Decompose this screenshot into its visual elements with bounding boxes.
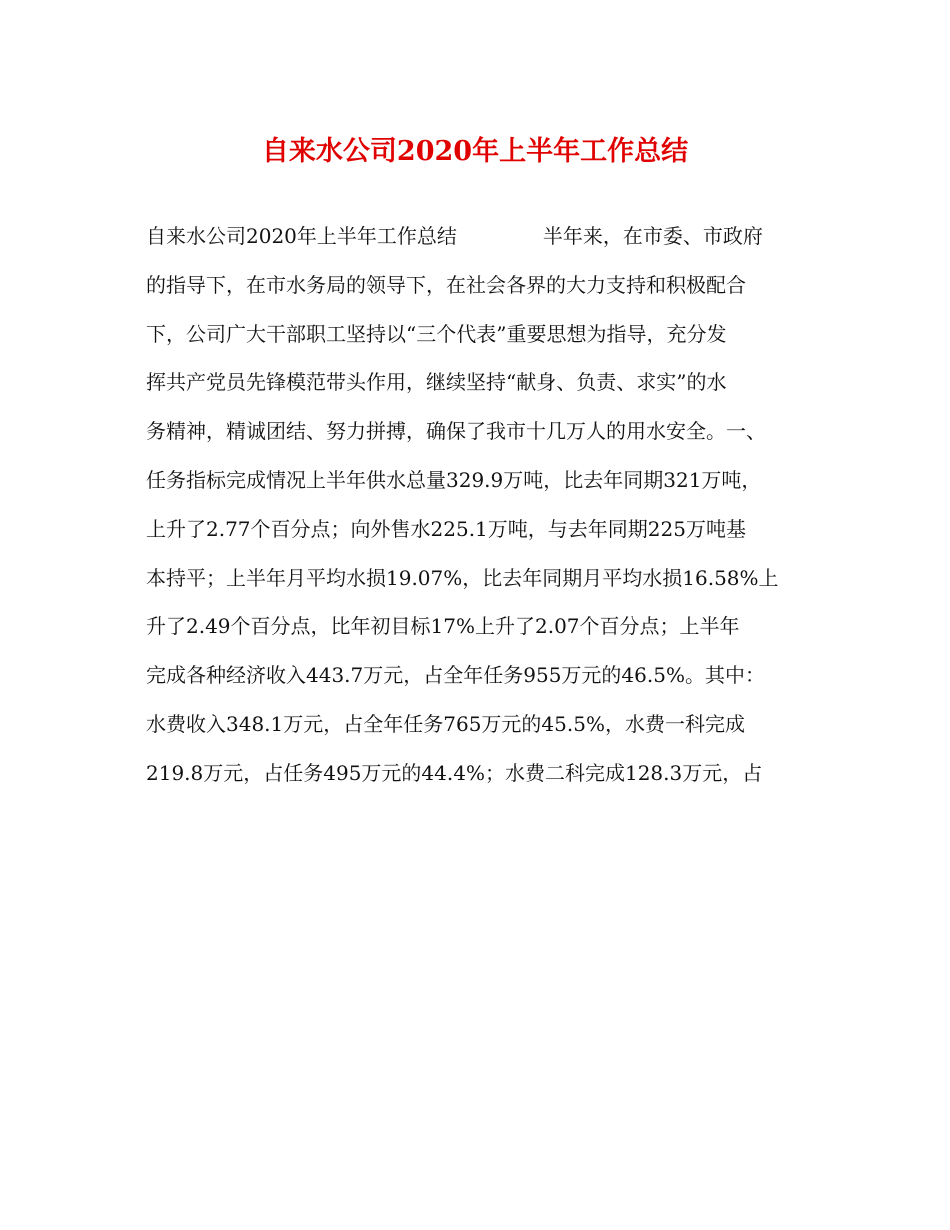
paragraph-line: 本持平；上半年月平均水损19.07%，比去年同期月平均水损16.58%上	[146, 565, 779, 590]
inline-heading: 自来水公司2020年上半年工作总结	[146, 224, 457, 248]
paragraph-line: 的指导下，在市水务局的领导下，在社会各界的大力支持和积极配合	[146, 272, 746, 297]
paragraph-line: 务精神，精诚团结、努力拼搏，确保了我市十几万人的用水安全。一、	[146, 419, 766, 444]
paragraph-line: 升了2.49个百分点，比年初目标17%上升了2.07个百分点；上半年	[146, 614, 740, 639]
paragraph-line: 挥共产党员先锋模范带头作用，继续坚持“献身、负责、求实”的水	[146, 370, 727, 395]
document-title: 自来水公司2020年上半年工作总结	[261, 136, 689, 167]
document-body	[146, 212, 826, 798]
paragraph-line	[146, 212, 826, 261]
paragraph-line: 下，公司广大干部职工坚持以“三个代表”重要思想为指导，充分发	[146, 321, 727, 346]
paragraph-line: 任务指标完成情况上半年供水总量329.9万吨，比去年同期321万吨，	[146, 467, 762, 492]
paragraph-line: 完成各种经济收入443.7万元，占全年任务955万元的46.5%。其中：	[146, 663, 765, 688]
paragraph-line: 水费收入348.1万元，占全年任务765万元的45.5%，水费一科完成	[146, 711, 745, 736]
first-line-text: 半年来，在市委、市政府	[542, 224, 763, 248]
paragraph-line: 219.8万元，占任务495万元的44.4%；水费二科完成128.3万元，占	[146, 760, 763, 785]
paragraph-line: 上升了2.77个百分点；向外售水225.1万吨，与去年同期225万吨基	[146, 516, 746, 541]
